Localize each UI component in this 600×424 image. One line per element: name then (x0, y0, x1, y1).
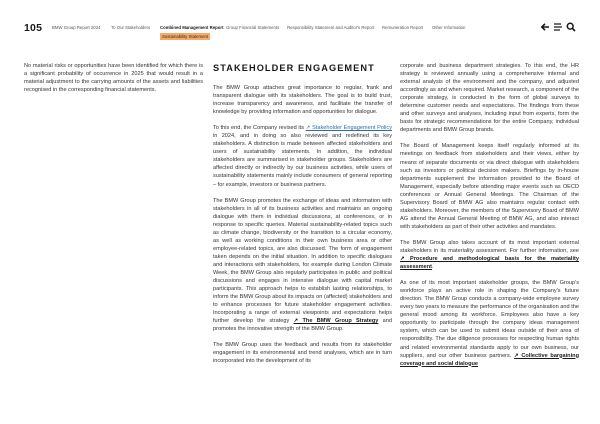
nav-to-our-stakeholders[interactable]: To Our Stakeholders (111, 25, 151, 30)
nav-sustainability-statement[interactable]: Sustainability Statement (162, 34, 209, 39)
link-stakeholder-engagement-policy[interactable]: ↗ Stakeholder Engagement Policy (305, 125, 392, 132)
text: To this end, the Company revised its (213, 125, 306, 132)
nav-combined-management-report[interactable]: Combined Management Report (160, 25, 224, 30)
page-header (0, 0, 600, 48)
column-middle (213, 60, 392, 374)
paragraph: The BMW Group uses the feedback and results from its stakeholder engagement in its environmental and trend analyses, which are in turn incorporated into the development of its (213, 342, 392, 365)
text: The BMW Group promotes the exchange of ideas and information with stakeholders in all of its business activities and maintains an ongoing dialogue with them in individual discussions, at conferences, or in response to specific queries. Material sustainability-related topics such as climate change, biodiversity or the transition to a circular economy, as well as working conditions in their own business area or other employee-related topics, are also discussed. The form of engagement taken depends on the initial situation. In addition to specific dialogues and interactions with stakeholders, for example during London Climate Week, the BMW Group also regularly participates in public and political discussions and engages in intensive dialogue with capital market participants. This approach helps to establish lasting relationships, to inform the BMW Group about its impacts on (affected) stakeholders and to enhance processes for future stakeholder engagement activities. Incorporating a range of external viewpoints and expectations helps further develop the strategy (213, 197, 392, 325)
text: The BMW Group also takes account of its most important external stakeholders in its materiality assessment. For further information, see (400, 239, 579, 254)
text: . (432, 264, 434, 271)
column-right (400, 62, 579, 376)
page-number: 105 (24, 22, 43, 34)
paragraph: corporate and business department strategies. To this end, the HR strategy is reviewed annually using a comprehensive internal and external analysis of the environment and the company, and adjusted accordingly as and when required. Market research, a component of the corporate strategy, is conducted in the form of global surveys to determine customer needs and expectations. The findings from these and other surveys and analyses, including input from experts, form the basis for strategic recommendations for the entire Company, individual departments and BMW Group brands. (400, 63, 579, 134)
paragraph: The BMW Group attaches great importance to regular, frank and transparent dialogue with its stakeholders. The goal is to build trust, increase transparency and awareness, and facilitate the transfer of knowledge by providing information and opportunities for dialogue. (213, 85, 392, 116)
paragraph: No material risks or opportunities have been identified for which there is a significant probability of occurrence in 2025 that would result in a material adjustment to the carrying amounts of the assets and liabilities recognised in the corresponding financial statements. (24, 63, 203, 94)
text: and promotes the innovative strength of the BMW Group. (213, 318, 392, 333)
link-bmw-group-strategy[interactable]: ↗ The BMW Group Strategy (293, 318, 379, 325)
back-arrow-icon[interactable] (540, 22, 550, 32)
paragraph (213, 197, 392, 334)
paragraph (400, 239, 579, 271)
link-materiality-assessment[interactable]: ↗ Procedure and methodological basis for the materiality assessment (400, 256, 579, 271)
paragraph (400, 279, 579, 368)
search-icon[interactable] (566, 22, 576, 32)
section-heading: STAKEHOLDER ENGAGEMENT (213, 63, 375, 73)
nav-group-financial-statements[interactable]: Group Financial Statements (226, 25, 280, 30)
text: in 2024, and in doing so also reviewed and redefined its key stakeholders. A distinction is made between affected stakeholders and users of sustainability statements. In addition, the individual stakeholders are summarised in stakeholder groups. Stakeholders are affected directly or indirectly by our business activities, while users of sustainability statements mainly include consumers of general reporting – for example, investors or business partners. (213, 133, 392, 188)
column-left (24, 62, 203, 102)
paragraph (213, 124, 392, 188)
nav-responsibility-statement[interactable]: Responsibility Statement and Auditor's Report (287, 25, 375, 30)
nav-remuneration-report[interactable]: Remuneration Report (382, 25, 424, 30)
nav-other-information[interactable]: Other Information (432, 25, 466, 30)
menu-icon[interactable] (553, 22, 563, 32)
text: As one of its most important stakeholder groups, the BMW Group's workforce plays an active role in shaping the Company's future direction. The BMW Group conducts a company-wide employee survey every two years to measure the performance of the organisation and the general mood among its workforce. Employees also have a key opportunity to participate through the company ideas management system, which can be used to submit ideas outside of their area of responsibility. The due diligence processes for respecting human rights and related environmental standards apply to our own business, our suppliers, and our other business partners. (400, 280, 579, 359)
link-collective-bargaining[interactable]: ↗ Collective bargaining coverage and social dialogue (400, 352, 579, 367)
paragraph: The Board of Management keeps itself regularly informed at its meetings on feedback from stakeholders and their views, either by means of separate documents or via direct dialogue with stakeholders such as investors or political decision makers. Briefings by in-house departments supplement the information provided to the Board of Management, especially before attending major events such as OECD conferences or Annual General Meetings. The Chairman of the Supervisory Board of BMW AG also maintains regular contact with stakeholders. Moreover, the members of the Supervisory Board of BMW AG attend the Annual General Meeting of BMW AG, and also interact with stakeholders as part of their other activities and mandates. (400, 143, 579, 230)
nav-bmw-group-report[interactable]: BMW Group Report 2024 (52, 25, 101, 30)
